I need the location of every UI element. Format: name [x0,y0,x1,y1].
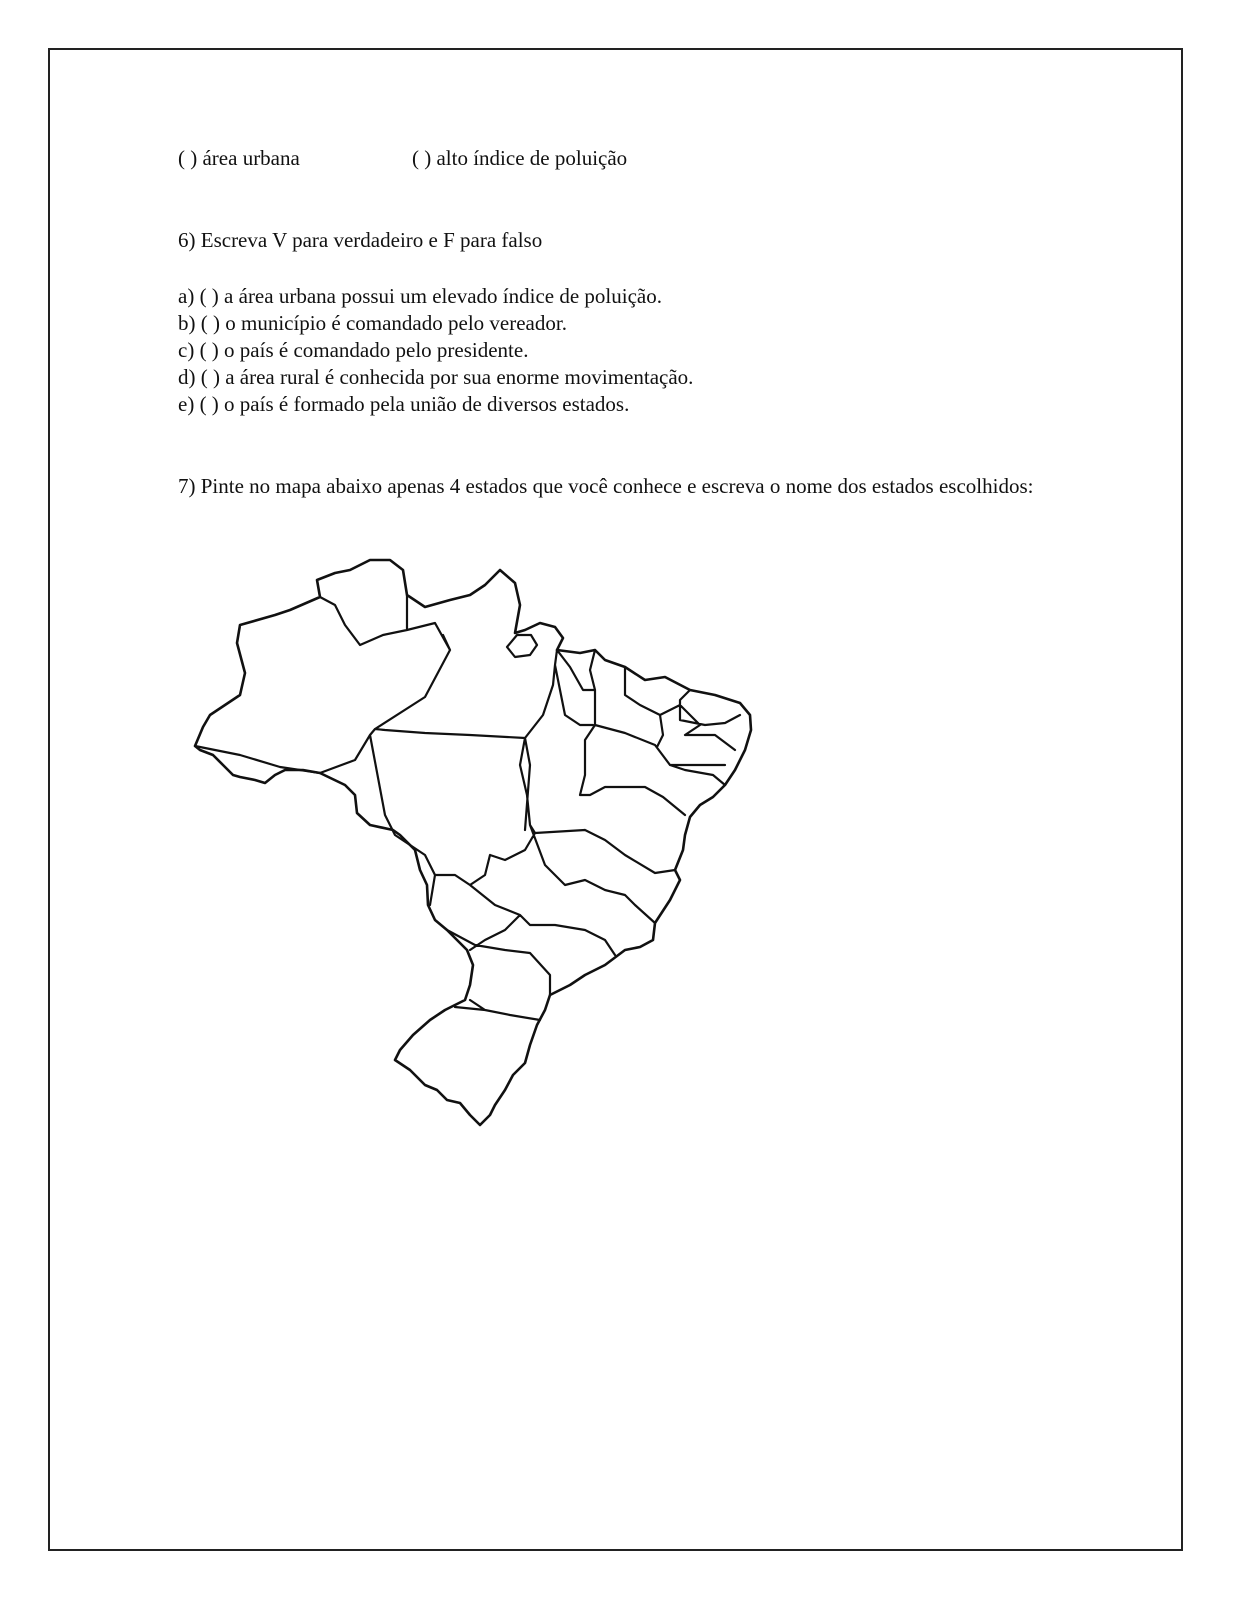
brazil-map-icon [185,555,765,1135]
question-6-item-c: c) ( ) o país é comandado pelo presidente. [178,338,529,362]
brazil-outline [195,560,751,1125]
option-alto-indice-poluicao: ( ) alto índice de poluição [412,146,628,170]
question-6-item-d: d) ( ) a área rural é conhecida por sua enorme movimentação. [178,365,694,389]
question-6-title: 6) Escreva V para verdadeiro e F para falso [178,228,543,252]
question-7-title: 7) Pinte no mapa abaixo apenas 4 estados que você conhece e escreva o nome dos estados escolhidos: [178,474,1034,498]
option-area-urbana: ( ) área urbana [178,146,300,170]
question-6-item-e: e) ( ) o país é formado pela união de diversos estados. [178,392,630,416]
question-6-item-b: b) ( ) o município é comandado pelo vereador. [178,311,567,335]
question-6-item-a: a) ( ) a área urbana possui um elevado índice de poluição. [178,284,662,308]
